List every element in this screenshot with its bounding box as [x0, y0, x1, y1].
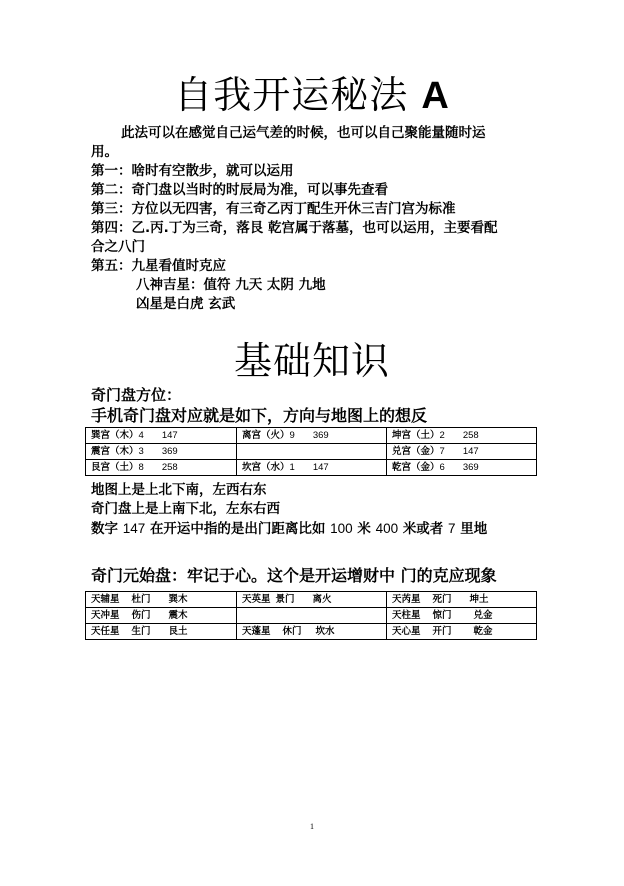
origin-board-table — [85, 591, 537, 640]
palace-cell: 兑宫（金）7 147 — [387, 444, 537, 460]
palace-cell: 震宫（木）3 369 — [86, 444, 237, 460]
rule-5: 第五：九星看值时克应 — [91, 258, 226, 274]
table-row — [86, 460, 537, 476]
rule-1: 第一：啥时有空散步，就可以运用 — [91, 163, 294, 179]
distance-note: 数字 147 在开运中指的是出门距离比如 100 米 400 米或者 7 里地 — [91, 521, 488, 537]
position-heading: 奇门盘方位： — [91, 386, 182, 404]
origin-board-heading: 奇门元始盘：牢记于心。这个是开运增财中 门的克应现象 — [91, 566, 497, 585]
position-subheading: 手机奇门盘对应就是如下，方向与地图上的想反 — [91, 406, 428, 425]
star-cell: 天蓬星 休门 坎水 — [237, 624, 387, 640]
palace-cell: 艮宫（土）8 258 — [86, 460, 237, 476]
table-row — [86, 624, 537, 640]
intro-line-2: 用。 — [91, 144, 118, 160]
palace-cell: 坤宫（土）2 258 — [387, 428, 537, 444]
palace-cell: 坎宫（水）1 147 — [237, 460, 387, 476]
palace-cell: 巽宫（木）4 147 — [86, 428, 237, 444]
star-cell: 天冲星 伤门 震木 — [86, 608, 237, 624]
palace-table — [85, 427, 537, 476]
star-cell-empty — [237, 608, 387, 624]
rule-4-cont: 合之八门 — [91, 239, 145, 255]
table-row — [86, 592, 537, 608]
palace-cell: 离宫（火）9 369 — [237, 428, 387, 444]
table-row — [86, 428, 537, 444]
rule-4: 第四：乙.丙.丁为三奇，落艮 乾宫属于落墓，也可以运用，主要看配 — [91, 220, 498, 236]
star-cell: 天柱星 惊门 兑金 — [387, 608, 537, 624]
rule-3: 第三：方位以无四害，有三奇乙丙丁配生开休三吉门宫为标准 — [91, 201, 456, 217]
star-cell: 天任星 生门 艮土 — [86, 624, 237, 640]
palace-cell: 乾宫（金）6 369 — [387, 460, 537, 476]
star-cell: 天心星 开门 乾金 — [387, 624, 537, 640]
star-cell: 天辅星 杜门 巽木 — [86, 592, 237, 608]
intro-line-1: 此法可以在感觉自己运气差的时候，也可以自己聚能量随时运 — [121, 125, 486, 141]
table-row — [86, 608, 537, 624]
star-cell: 天英星 景门 离火 — [237, 592, 387, 608]
document-title — [0, 72, 624, 119]
palace-cell-empty — [237, 444, 387, 460]
rule-2: 第二：奇门盘以当时的时辰局为准，可以事先查看 — [91, 182, 388, 198]
page-number: 1 — [310, 822, 314, 831]
table-row — [86, 444, 537, 460]
board-orientation-note: 奇门盘上是上南下北，左东右西 — [91, 501, 280, 517]
good-stars: 八神吉星：值符 九天 太阴 九地 — [136, 277, 326, 293]
title-text: 自我开运秘法 — [174, 73, 409, 117]
title-suffix: A — [421, 75, 450, 117]
bad-stars: 凶星是白虎 玄武 — [136, 296, 236, 312]
section-title: 基础知识 — [233, 339, 390, 383]
map-orientation-note: 地图上是上北下南，左西右东 — [91, 482, 267, 498]
star-cell: 天芮星 死门 坤土 — [387, 592, 537, 608]
